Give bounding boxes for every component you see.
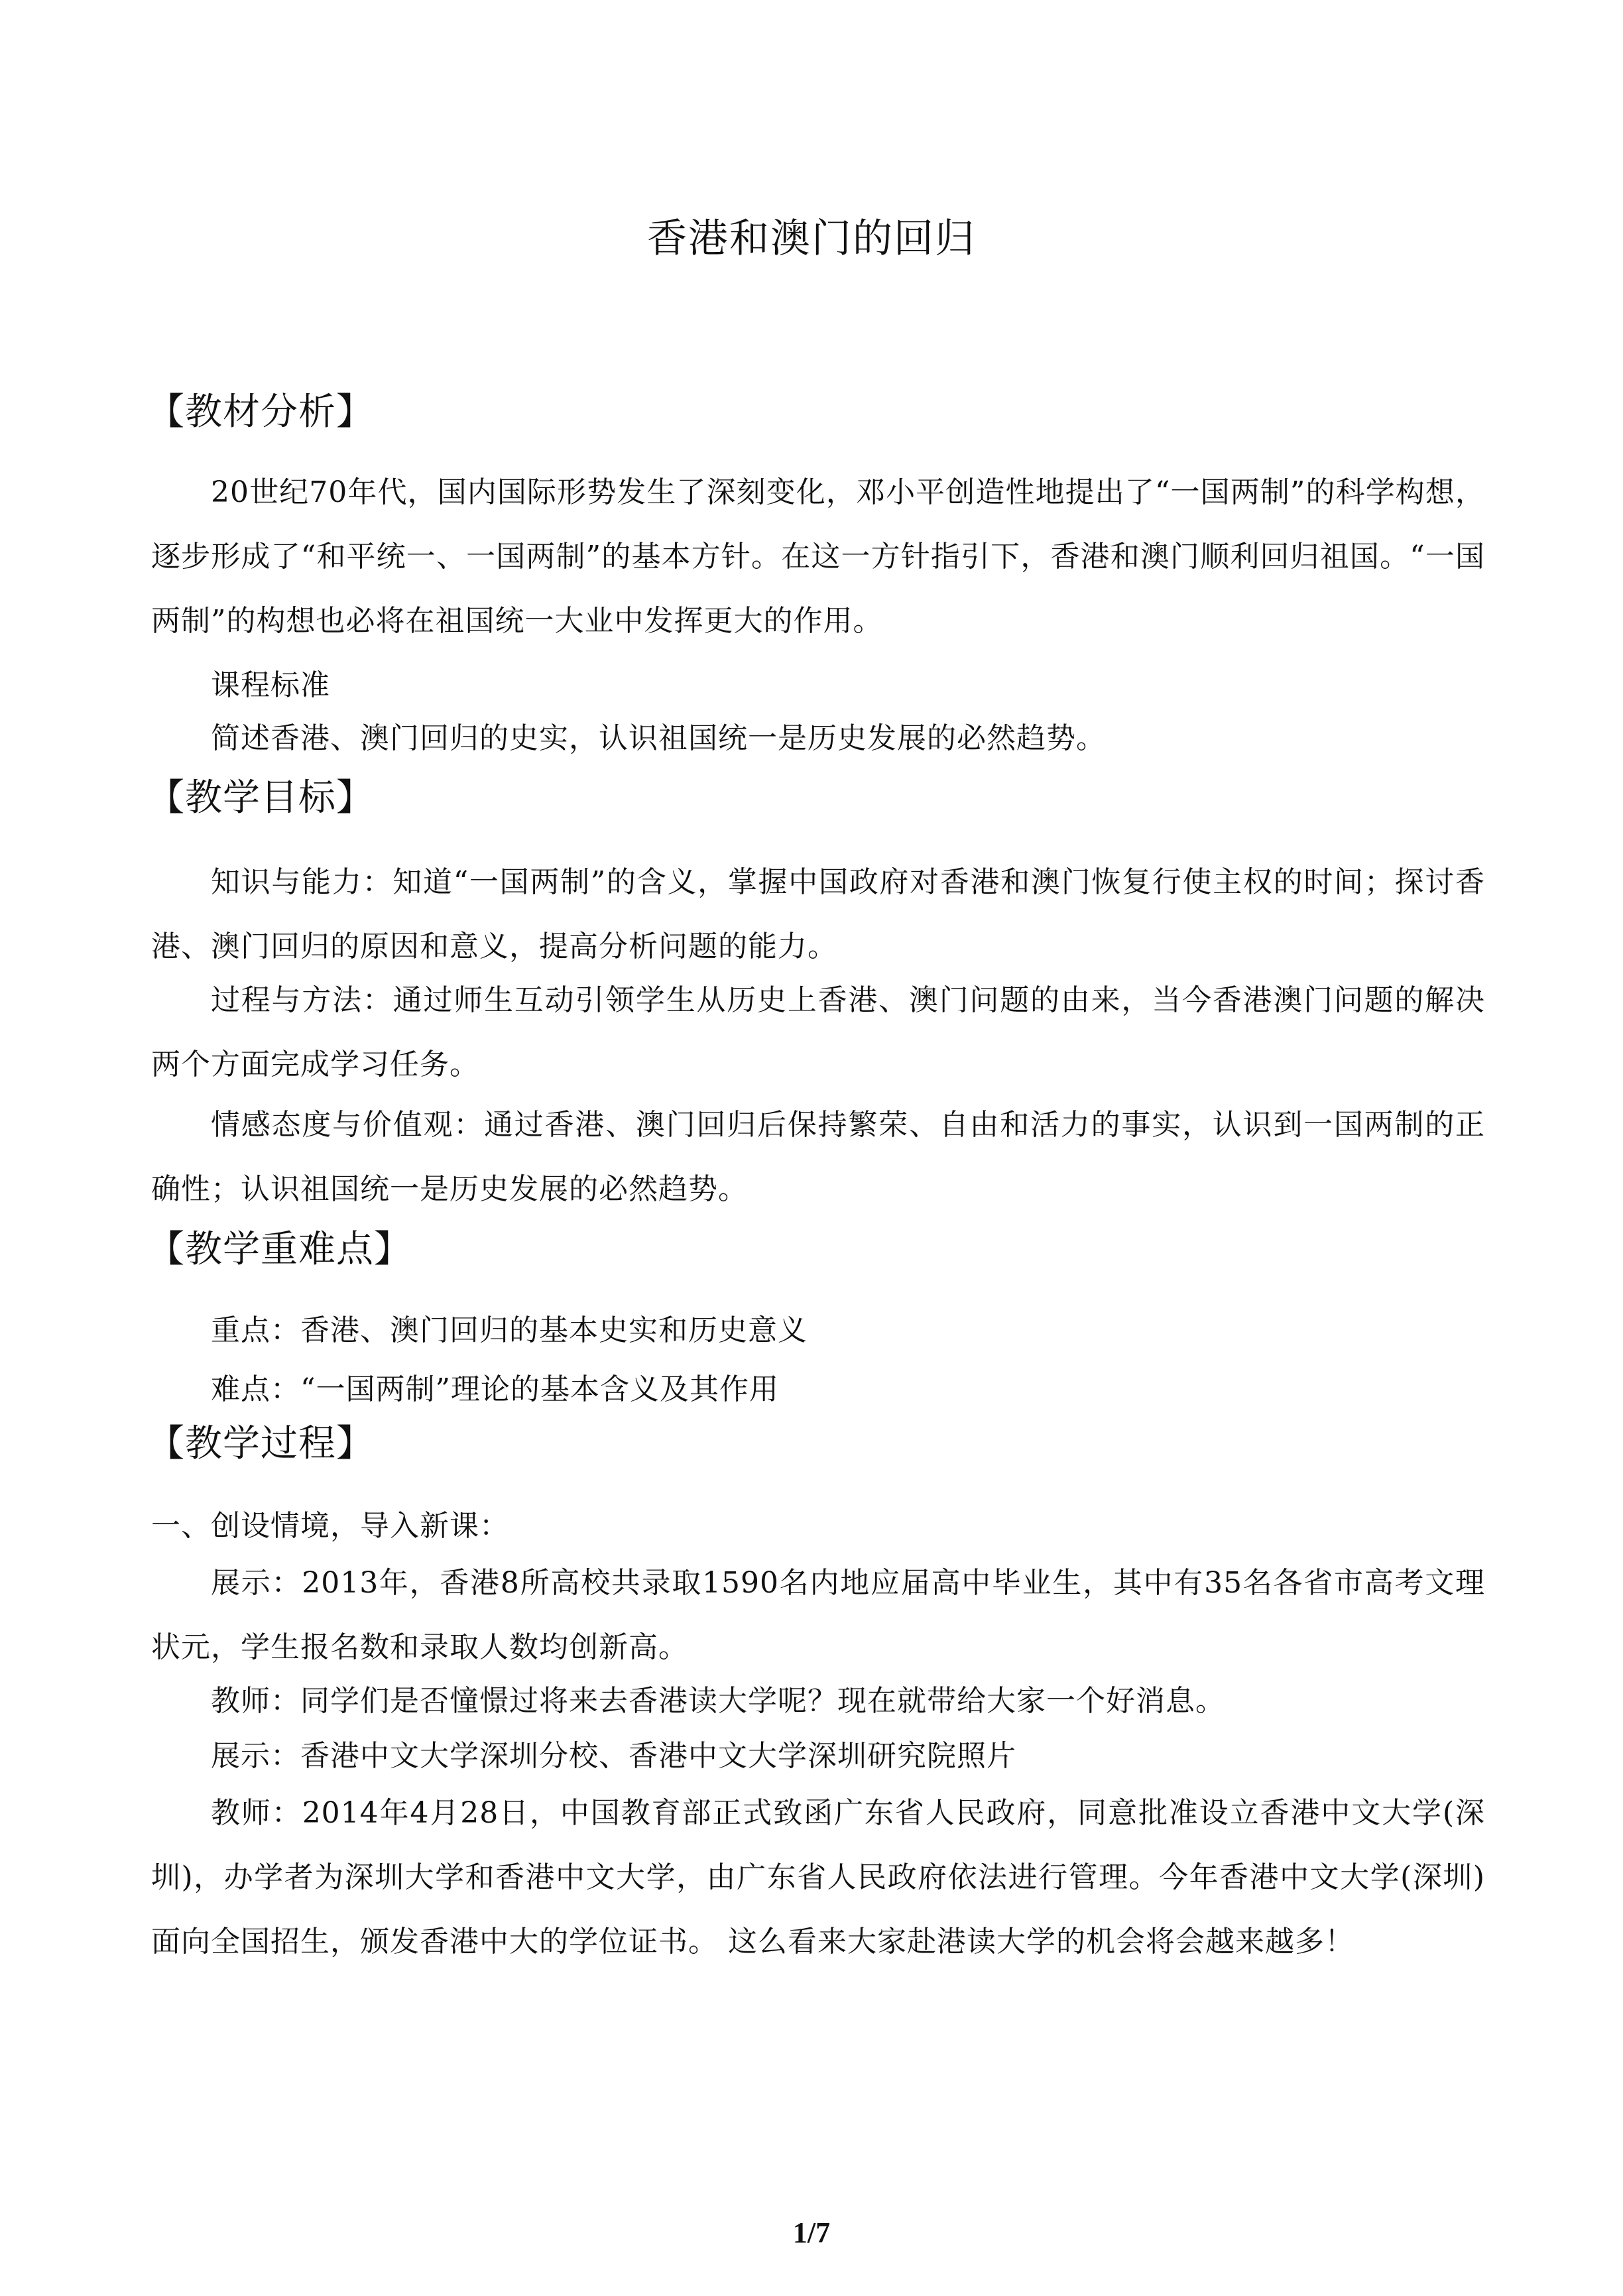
section-heading-objectives: 【教学目标】	[147, 776, 374, 819]
paragraph-curriculum-standard-label: 课程标准	[211, 668, 330, 702]
paragraph-process-display-photos: 展示：香港中文大学深圳分校、香港中文大学深圳研究院照片	[211, 1739, 1016, 1773]
paragraph-key-point: 重点：香港、澳门回归的基本史实和历史意义	[211, 1313, 808, 1347]
section-heading-analysis: 【教材分析】	[147, 391, 374, 434]
page-number: 1/7	[792, 2216, 831, 2249]
paragraph-curriculum-standard: 简述香港、澳门回归的史实，认识祖国统一是历史发展的必然趋势。	[211, 721, 1106, 755]
paragraph-difficult-point: 难点：“一国两制”理论的基本含义及其作用	[211, 1372, 779, 1406]
document-title: 香港和澳门的回归	[647, 215, 976, 262]
section-heading-key-points: 【教学重难点】	[147, 1228, 412, 1271]
process-subheading: 一、创设情境，导入新课：	[151, 1509, 509, 1543]
paragraph-process-display-2013: 展示：2013年，香港8所高校共录取1590名内地应届高中毕业生，其中有35名各省市高考文理状元，学生报名数和录取人数均创新高。	[151, 1566, 1485, 1664]
paragraph-process-teacher-2014: 教师：2014年4月28日，中国教育部正式致函广东省人民政府，同意批准设立香港中文大学(深圳)，办学者为深圳大学和香港中文大学，由广东省人民政府依法进行管理。今年香港中文大学(深圳)面向全国招生，颁发香港中大的学位证书。 这么看来大家赴港读大学的机会将会越来越多！	[151, 1796, 1485, 1959]
paragraph-objective-process: 过程与方法：通过师生互动引领学生从历史上香港、澳门问题的由来，当今香港澳门问题的解决两个方面完成学习任务。	[151, 983, 1485, 1081]
paragraph-analysis-intro: 20世纪70年代，国内国际形势发生了深刻变化，邓小平创造性地提出了“一国两制”的科学构想，逐步形成了“和平统一、一国两制”的基本方针。在这一方针指引下，香港和澳门顺利回归祖国。“一国两制”的构想也必将在祖国统一大业中发挥更大的作用。	[151, 475, 1485, 638]
paragraph-process-teacher-question: 教师：同学们是否憧憬过将来去香港读大学呢？现在就带给大家一个好消息。	[211, 1684, 1225, 1718]
paragraph-objective-knowledge: 知识与能力：知道“一国两制”的含义，掌握中国政府对香港和澳门恢复行使主权的时间；探讨香港、澳门回归的原因和意义，提高分析问题的能力。	[151, 865, 1485, 963]
section-heading-process: 【教学过程】	[147, 1422, 374, 1465]
paragraph-objective-attitude: 情感态度与价值观：通过香港、澳门回归后保持繁荣、自由和活力的事实，认识到一国两制的正确性；认识祖国统一是历史发展的必然趋势。	[151, 1108, 1485, 1206]
